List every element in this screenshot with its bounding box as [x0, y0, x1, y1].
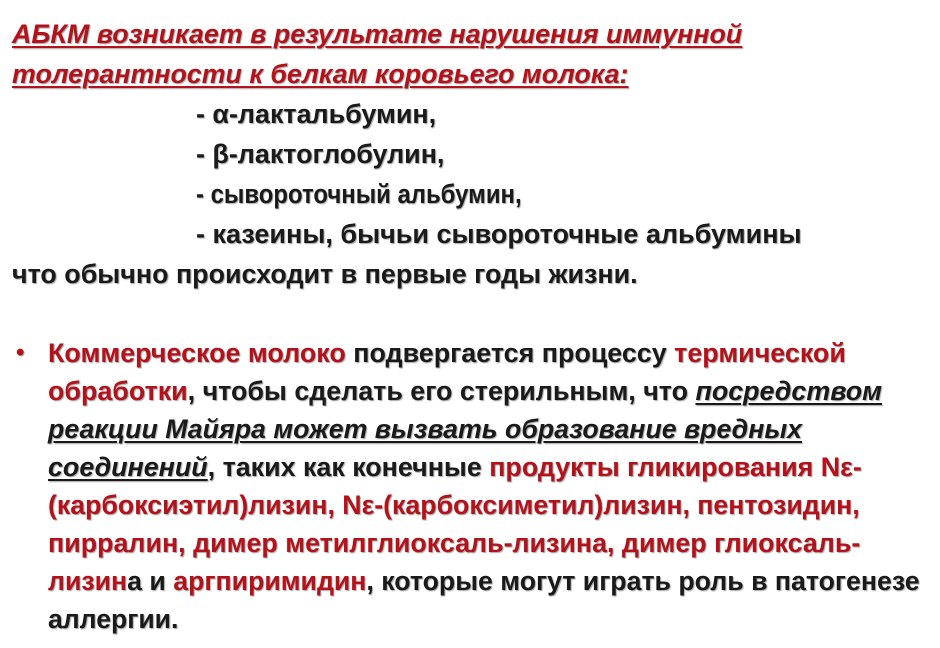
emph-maillard: реакции Майяра может вызвать образование вредных — [48, 414, 803, 444]
bullet-text: , таких как конечные — [207, 452, 490, 482]
bullet-text: , которые могут играть роль в патогенезе — [366, 566, 920, 596]
bullet-line-1 — [48, 334, 846, 372]
term-lysine: лизин — [48, 566, 128, 596]
protein-item: - сывороточный альбумин, — [196, 179, 522, 209]
term-compound-list: пирралин, димер метилглиоксаль-лизина, димер глиоксаль- — [48, 528, 861, 558]
bullet-text: подвергается процессу — [345, 338, 675, 368]
bullet-line-5 — [48, 486, 860, 524]
bullet-line-3 — [48, 410, 802, 448]
bullet-text: , чтобы сделать его стерильным, что — [187, 376, 696, 406]
protein-item: - α-лактальбумин, — [196, 99, 437, 129]
bullet-line-2 — [48, 372, 882, 410]
protein-item: - казеины, бычьи сывороточные альбумины — [196, 219, 802, 249]
bullet-line-7 — [48, 562, 920, 600]
bullet-marker: • — [16, 339, 25, 366]
emph-through: посредством — [695, 376, 882, 406]
bullet-line-4 — [48, 448, 862, 486]
term-glycation: продукты гликирования Nε- — [489, 452, 862, 482]
bullet-line-8 — [48, 600, 178, 638]
term-compound-list: (карбоксиэтил)лизин, Nε-(карбоксиметил)лизин, пентозидин, — [48, 490, 860, 520]
intro-heading-line-2: толерантности к белкам коровьего молока: — [12, 59, 629, 89]
term-commercial-milk: Коммерческое молоко — [48, 338, 346, 368]
emph-compounds: соединений — [48, 452, 208, 482]
term-processing: обработки — [48, 376, 188, 406]
protein-item: - β-лактоглобулин, — [196, 139, 445, 169]
intro-closing-text: что обычно происходит в первые годы жизни. — [12, 259, 638, 289]
intro-heading-line-1: АБКМ возникает в результате нарушения иммунной — [12, 19, 743, 49]
bullet-text: а и — [127, 566, 174, 596]
bullet-line-6 — [48, 524, 860, 562]
bullet-text: аллергии. — [48, 604, 179, 634]
term-thermal: термической — [674, 338, 846, 368]
term-argpyrimidine: аргпиримидин — [173, 566, 367, 596]
